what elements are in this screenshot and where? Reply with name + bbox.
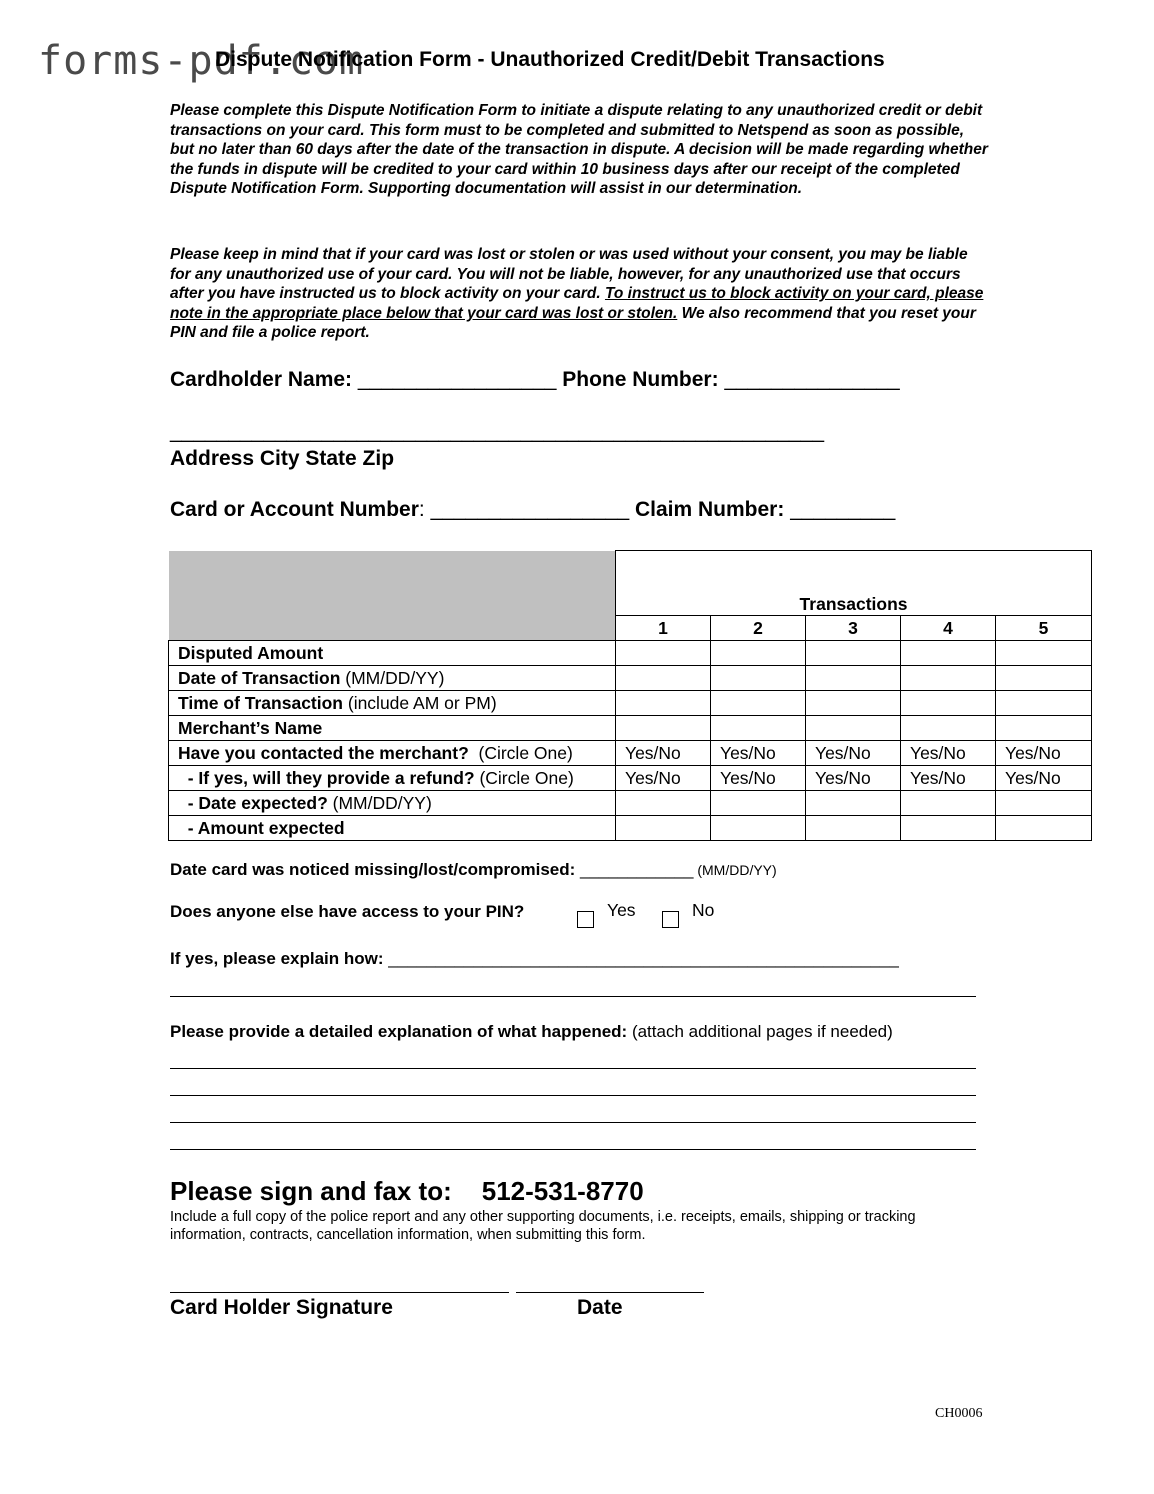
transaction-cell[interactable] — [711, 691, 806, 716]
transaction-cell[interactable] — [711, 791, 806, 816]
explain-field[interactable]: ______________________________________________________ — [388, 949, 899, 968]
watermark: forms-pdf.com — [38, 38, 365, 84]
intro-paragraph-2 — [170, 245, 990, 343]
transactions-header: Transactions — [616, 551, 1092, 616]
intro-p2-underlined: To instruct us to block activity on your card, please note in the appropriate place below that your card was lost or stolen. — [170, 285, 984, 322]
claim-number-field[interactable]: _________ — [790, 498, 896, 521]
transaction-cell[interactable]: Yes/No — [616, 741, 711, 766]
signature-label: Card Holder Signature — [170, 1296, 393, 1319]
address-blank: ________________________________________________________ — [170, 420, 825, 443]
include-instructions: Include a full copy of the police report and any other supporting documents, i.e. receipts, emails, shipping or tracking information, contracts, cancellation information, when submitting this form. — [170, 1209, 916, 1243]
table-row — [169, 741, 1092, 766]
pin-no-label: No — [692, 900, 715, 920]
form-title: Dispute Notification Form - Unauthorized Credit/Debit Transactions — [215, 48, 885, 71]
address-field[interactable] — [170, 420, 824, 444]
transaction-cell[interactable] — [616, 666, 711, 691]
transaction-cell[interactable] — [616, 641, 711, 666]
cardholder-name-field[interactable]: _________________ — [357, 368, 557, 391]
transaction-cell[interactable] — [616, 716, 711, 741]
table-row — [169, 691, 1092, 716]
sign-fax-heading — [170, 1176, 644, 1207]
checkbox-icon — [662, 911, 679, 928]
transactions-table-wrap — [168, 550, 1091, 841]
transaction-cell[interactable]: Yes/No — [711, 766, 806, 791]
row-label — [169, 766, 616, 791]
detailed-row — [170, 1022, 893, 1042]
transaction-cell[interactable] — [806, 691, 901, 716]
transaction-cell[interactable] — [616, 816, 711, 841]
phone-number-field[interactable]: _______________ — [724, 368, 900, 391]
card-claim-row — [170, 498, 895, 522]
table-row — [169, 791, 1092, 816]
table-corner-gray — [169, 551, 616, 641]
missing-date-format: (MM/DD/YY) — [693, 862, 777, 878]
date-line[interactable] — [516, 1292, 704, 1293]
row-label — [169, 641, 616, 666]
pin-yes-label: Yes — [607, 900, 636, 920]
table-row — [169, 816, 1092, 841]
transaction-cell[interactable] — [901, 716, 996, 741]
row-label — [169, 716, 616, 741]
explain-label: If yes, please explain how: — [170, 949, 389, 968]
row-label — [169, 741, 616, 766]
column-number: 2 — [711, 616, 806, 641]
row-label-bold: - Amount expected — [178, 817, 345, 838]
checkbox-icon — [577, 911, 594, 928]
column-number: 3 — [806, 616, 901, 641]
table-row — [169, 641, 1092, 666]
transaction-cell[interactable] — [806, 641, 901, 666]
table-header-row — [169, 551, 1092, 616]
column-number: 5 — [996, 616, 1092, 641]
pin-no-checkbox[interactable] — [662, 911, 679, 933]
transaction-cell[interactable] — [901, 791, 996, 816]
transaction-cell[interactable] — [996, 641, 1092, 666]
transaction-cell[interactable]: Yes/No — [996, 766, 1092, 791]
transaction-cell[interactable] — [806, 816, 901, 841]
cardholder-name-label: Cardholder Name: — [170, 368, 358, 391]
explain-extra-line[interactable] — [170, 970, 976, 997]
transaction-cell[interactable] — [616, 791, 711, 816]
transaction-cell[interactable] — [996, 691, 1092, 716]
transaction-cell[interactable] — [711, 716, 806, 741]
transaction-cell[interactable] — [711, 816, 806, 841]
transaction-cell[interactable]: Yes/No — [616, 766, 711, 791]
row-label-bold: - Date expected? — [178, 792, 328, 813]
pin-yes-checkbox[interactable] — [577, 911, 594, 933]
table-row — [169, 666, 1092, 691]
transactions-table — [168, 550, 1092, 841]
transaction-cell[interactable] — [996, 716, 1092, 741]
transaction-cell[interactable] — [901, 641, 996, 666]
row-label-note: (Circle One) — [468, 742, 573, 763]
fax-number: 512-531-8770 — [481, 1176, 644, 1206]
transaction-cell[interactable] — [806, 716, 901, 741]
row-label-bold: - If yes, will they provide a refund? — [178, 767, 475, 788]
phone-number-label: Phone Number: — [556, 368, 725, 391]
detailed-note: (attach additional pages if needed) — [627, 1022, 893, 1041]
explanation-line — [170, 1123, 976, 1150]
date-label: Date — [577, 1296, 623, 1319]
form-code: CH0006 — [935, 1406, 983, 1421]
missing-date-label: Date card was noticed missing/lost/compromised: — [170, 860, 580, 879]
transaction-cell[interactable] — [806, 791, 901, 816]
sign-fax-label: Please sign and fax to: — [170, 1176, 452, 1206]
row-label-note: (Circle One) — [474, 767, 574, 788]
explain-row — [170, 949, 899, 969]
row-label-note: (MM/DD/YY) — [327, 792, 432, 813]
table-row — [169, 716, 1092, 741]
transaction-cell[interactable] — [806, 666, 901, 691]
transaction-cell[interactable]: Yes/No — [711, 741, 806, 766]
explanation-line — [170, 1042, 976, 1069]
transaction-cell[interactable]: Yes/No — [901, 741, 996, 766]
signature-line[interactable] — [170, 1292, 509, 1293]
card-number-label: Card or Account Number — [170, 498, 419, 521]
column-number: 1 — [616, 616, 711, 641]
explanation-line — [170, 1069, 976, 1096]
transaction-cell[interactable]: Yes/No — [996, 741, 1092, 766]
row-label — [169, 691, 616, 716]
row-label — [169, 816, 616, 841]
pin-access-label: Does anyone else have access to your PIN? — [170, 902, 525, 921]
intro-p2-end: We also recommend that you reset your PIN and file a police report. — [170, 304, 976, 342]
transaction-cell[interactable] — [996, 791, 1092, 816]
detailed-label: Please provide a detailed explanation of what happened: — [170, 1022, 628, 1041]
row-label — [169, 666, 616, 691]
intro-paragraph-1: Please complete this Dispute Notification Form to initiate a dispute relating to any unauthorized credit or debit transactions on your card. This form must to be completed and submitted to Netspend as soon as possible, but no later than 60 days after the date of the transaction in dispute. A decision will be made regarding whether the funds in dispute will be credited to your card within 10 business days after our receipt of the completed Dispute Notification Form. Supporting documentation will assist in our determination. — [170, 102, 988, 198]
row-label-bold: Merchant’s Name — [178, 717, 323, 738]
transaction-cell[interactable] — [711, 641, 806, 666]
transaction-cell[interactable]: Yes/No — [806, 741, 901, 766]
missing-date-row — [170, 860, 777, 880]
detailed-explanation-lines[interactable] — [170, 1042, 976, 1150]
row-label-note: (MM/DD/YY) — [340, 667, 445, 688]
row-label-bold: Date of Transaction — [178, 667, 341, 688]
cardholder-phone-row — [170, 368, 900, 392]
row-label-bold: Have you contacted the merchant? — [178, 742, 469, 763]
card-number-colon: : — [418, 498, 425, 521]
table-row — [169, 766, 1092, 791]
card-number-field[interactable]: _________________ — [424, 498, 630, 521]
row-label-note: (include AM or PM) — [343, 692, 497, 713]
transaction-cell[interactable] — [996, 816, 1092, 841]
row-label-bold: Disputed Amount — [178, 642, 324, 663]
explanation-line — [170, 1096, 976, 1123]
transaction-cell[interactable]: Yes/No — [806, 766, 901, 791]
address-label: Address City State Zip — [170, 447, 395, 470]
row-label-bold: Time of Transaction — [178, 692, 343, 713]
claim-number-label: Claim Number: — [629, 498, 791, 521]
column-number: 4 — [901, 616, 996, 641]
transaction-cell[interactable] — [901, 816, 996, 841]
transaction-cell[interactable] — [901, 666, 996, 691]
transaction-cell[interactable] — [901, 691, 996, 716]
transaction-cell[interactable] — [711, 666, 806, 691]
intro-p2-text: Please keep in mind that if your card was lost or stolen or was used without your consent, you may be liable for any unauthorized use of your card. You will not be liable, however, for any unauthorized use that occurs after you have instructed us to block activity on your card. — [170, 246, 968, 303]
transaction-cell[interactable] — [616, 691, 711, 716]
row-label — [169, 791, 616, 816]
transaction-cell[interactable] — [996, 666, 1092, 691]
transaction-cell[interactable]: Yes/No — [901, 766, 996, 791]
missing-date-field[interactable]: ____________ — [580, 860, 694, 879]
